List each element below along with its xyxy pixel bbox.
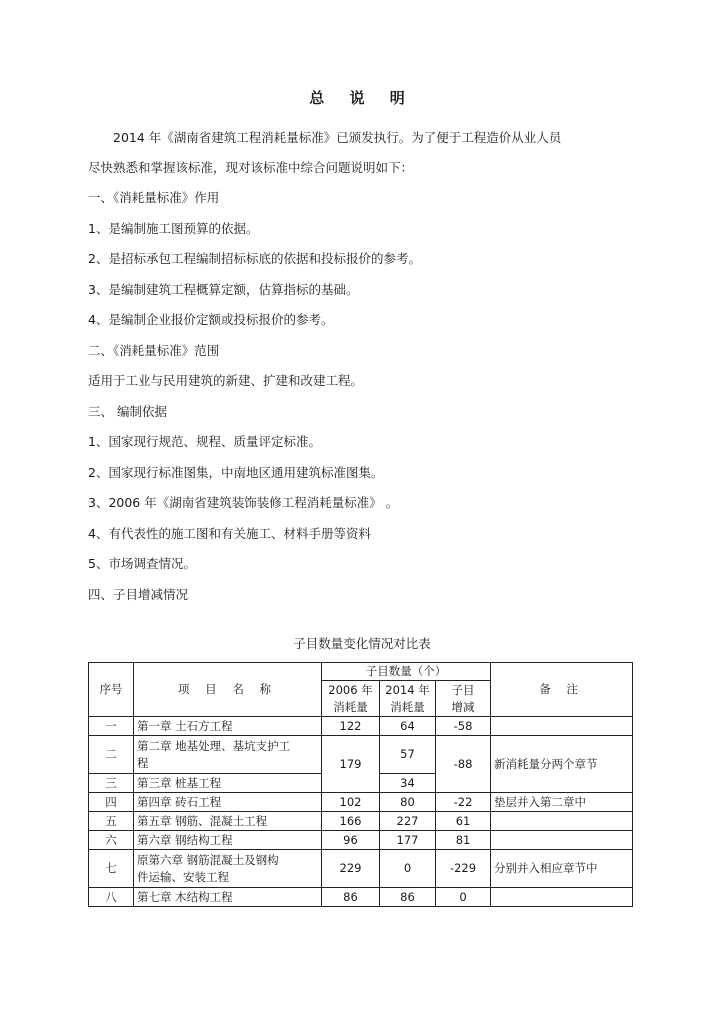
header-count-group: 子目数量（个） xyxy=(322,663,491,681)
section-3-item-1: 1、国家现行规范、规程、质量评定标准。 xyxy=(88,434,321,449)
cell-project: 第一章 土石方工程 xyxy=(134,717,322,736)
section-1-item-4: 4、是编制企业报价定额或投标报价的参考。 xyxy=(88,312,334,327)
comparison-table xyxy=(88,662,633,907)
cell-diff: -229 xyxy=(436,850,491,888)
cell-diff: 0 xyxy=(436,888,491,907)
cell-project: 第二章 地基处理、基坑支护工 程 xyxy=(134,736,322,774)
section-2-heading: 二、《消耗量标准》范围 xyxy=(88,343,220,358)
cell-remark xyxy=(491,831,633,850)
cell-seq: 二 xyxy=(89,736,134,774)
cell-project: 第四章 砖石工程 xyxy=(134,793,322,812)
section-1-item-2: 2、是招标承包工程编制招标标底的依据和投标报价的参考。 xyxy=(88,251,421,266)
table-row xyxy=(89,812,633,831)
header-project: 项 目 名 称 xyxy=(134,663,322,717)
cell-2006: 86 xyxy=(322,888,380,907)
table-row xyxy=(89,831,633,850)
cell-2014: 227 xyxy=(380,812,436,831)
intro-line-2: 尽快熟悉和掌握该标准，现对该标准中综合问题说明如下： xyxy=(88,160,414,175)
intro-line-1: 2014 年《湖南省建筑工程消耗量标准》已颁发执行。为了便于工程造价从业人员 xyxy=(113,130,562,145)
cell-2014: 86 xyxy=(380,888,436,907)
header-diff: 子目 增减 xyxy=(436,681,491,717)
section-1-item-1: 1、是编制施工图预算的依据。 xyxy=(88,221,259,236)
cell-diff: -22 xyxy=(436,793,491,812)
cell-2014: 0 xyxy=(380,850,436,888)
cell-remark: 垫层并入第二章中 xyxy=(491,793,633,812)
section-2-text: 适用于工业与民用建筑的新建、扩建和改建工程。 xyxy=(88,373,364,388)
cell-2014: 80 xyxy=(380,793,436,812)
cell-seq: 六 xyxy=(89,831,134,850)
cell-remark: 新消耗量分两个章节 xyxy=(491,736,633,793)
header-remark: 备 注 xyxy=(491,663,633,717)
cell-2006: 102 xyxy=(322,793,380,812)
cell-2006: 96 xyxy=(322,831,380,850)
cell-seq: 四 xyxy=(89,793,134,812)
cell-2014: 177 xyxy=(380,831,436,850)
section-4-heading: 四、子目增减情况 xyxy=(88,587,189,602)
cell-2006: 229 xyxy=(322,850,380,888)
table-row xyxy=(89,850,633,888)
cell-2006: 179 xyxy=(322,736,380,793)
section-1-heading: 一、《消耗量标准》作用 xyxy=(88,190,220,205)
section-3-item-4: 4、有代表性的施工图和有关施工、材料手册等资料 xyxy=(88,526,371,541)
cell-seq: 八 xyxy=(89,888,134,907)
cell-project: 第五章 钢筋、混凝土工程 xyxy=(134,812,322,831)
header-seq: 序号 xyxy=(89,663,134,717)
page-title: 总 说 明 xyxy=(309,89,415,107)
cell-seq: 五 xyxy=(89,812,134,831)
header-2006: 2006 年 消耗量 xyxy=(322,681,380,717)
cell-diff: 61 xyxy=(436,812,491,831)
section-1-item-3: 3、是编制建筑工程概算定额，估算指标的基础。 xyxy=(88,282,359,297)
cell-seq: 三 xyxy=(89,774,134,793)
cell-2006: 166 xyxy=(322,812,380,831)
cell-remark xyxy=(491,888,633,907)
cell-remark: 分别并入相应章节中 xyxy=(491,850,633,888)
table-header-row-1 xyxy=(89,663,633,681)
table-row xyxy=(89,793,633,812)
table-row xyxy=(89,717,633,736)
section-3-heading: 三、 编制依据 xyxy=(88,404,167,419)
cell-2006: 122 xyxy=(322,717,380,736)
cell-project: 第三章 桩基工程 xyxy=(134,774,322,793)
cell-remark xyxy=(491,812,633,831)
cell-2014: 34 xyxy=(380,774,436,793)
cell-diff: -88 xyxy=(436,736,491,793)
header-2014: 2014 年 消耗量 xyxy=(380,681,436,717)
table-row xyxy=(89,888,633,907)
table-row xyxy=(89,736,633,774)
cell-remark xyxy=(491,717,633,736)
cell-seq: 一 xyxy=(89,717,134,736)
cell-diff: 81 xyxy=(436,831,491,850)
cell-seq: 七 xyxy=(89,850,134,888)
section-3-item-5: 5、市场调查情况。 xyxy=(88,556,196,571)
section-3-item-2: 2、国家现行标准图集，中南地区通用建筑标准图集。 xyxy=(88,465,384,480)
cell-diff: -58 xyxy=(436,717,491,736)
cell-project: 第七章 木结构工程 xyxy=(134,888,322,907)
section-3-item-3: 3、2006 年《湖南省建筑装饰装修工程消耗量标准》 。 xyxy=(88,495,399,510)
cell-project: 原第六章 钢筋混凝土及钢构 件运输、安装工程 xyxy=(134,850,322,888)
cell-2014: 57 xyxy=(380,736,436,774)
cell-2014: 64 xyxy=(380,717,436,736)
cell-project: 第六章 钢结构工程 xyxy=(134,831,322,850)
table-caption: 子目数量变化情况对比表 xyxy=(293,636,431,651)
